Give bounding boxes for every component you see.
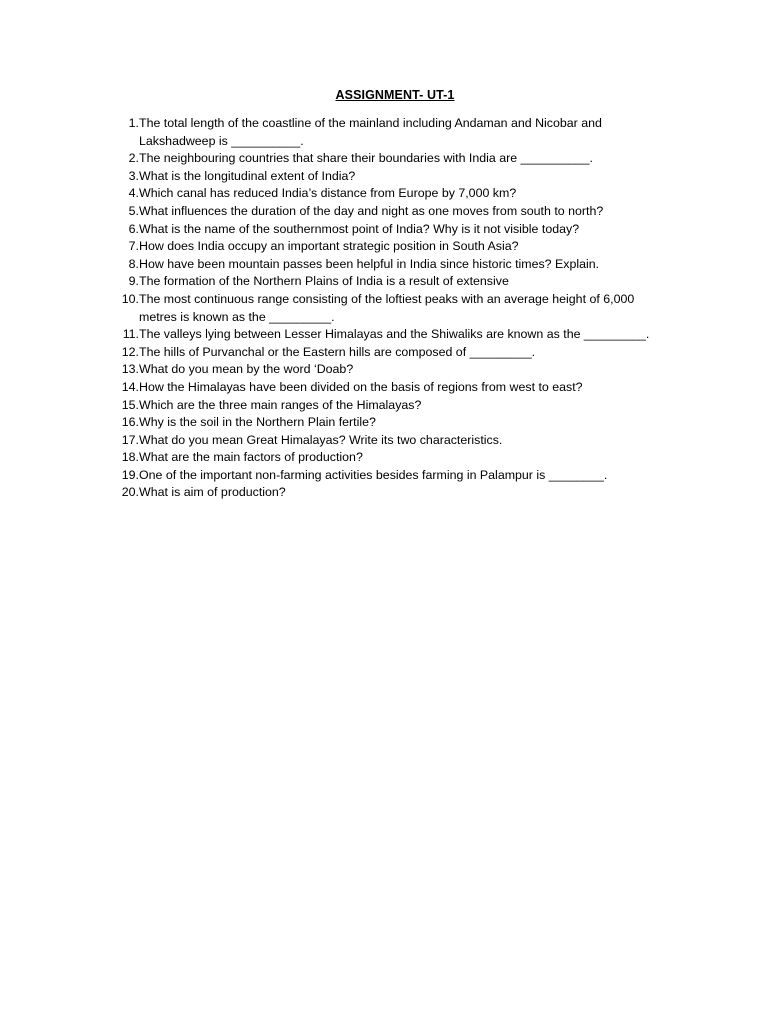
question-list — [110, 115, 670, 502]
question-number: 10. — [121, 291, 139, 306]
question-number: 4. — [128, 186, 139, 201]
question-text: What influences the duration of the day and night as one moves from south to north? — [139, 203, 604, 218]
question-number: 11. — [122, 327, 139, 342]
list-item — [110, 414, 670, 432]
question-number: 9. — [128, 274, 139, 289]
question-text: How does India occupy an important strategic position in South Asia? — [139, 239, 519, 254]
question-number: 7. — [128, 239, 139, 254]
list-item — [110, 432, 670, 450]
list-item — [110, 361, 670, 379]
list-item — [110, 379, 670, 397]
question-text: One of the important non-farming activities besides farming in Palampur is ________. — [139, 467, 608, 482]
question-text: The most continuous range consisting of the loftiest peaks with an average height of 6,000 metres is known as the _________. — [139, 291, 635, 324]
question-number: 12. — [121, 344, 139, 359]
list-item — [110, 344, 670, 362]
question-number: 17. — [121, 432, 139, 447]
question-text: The total length of the coastline of the mainland including Andaman and Nicobar and Lakshadweep is __________. — [139, 116, 602, 148]
list-item — [110, 449, 670, 467]
question-number: 1. — [128, 116, 139, 130]
question-text: Which are the three main ranges of the Himalayas? — [139, 397, 422, 412]
question-text: What do you mean Great Himalayas? Write its two characteristics. — [139, 432, 503, 447]
question-text: Which canal has reduced India’s distance from Europe by 7,000 km? — [139, 186, 517, 201]
question-number: 6. — [128, 221, 139, 236]
list-item — [110, 150, 670, 168]
list-item — [110, 221, 670, 239]
question-number: 20. — [121, 485, 139, 500]
question-text: The neighbouring countries that share their boundaries with India are __________. — [139, 151, 593, 166]
assignment-title: ASSIGNMENT- UT-1 — [335, 88, 455, 102]
list-item — [110, 203, 670, 221]
question-number: 15. — [121, 397, 139, 412]
question-text: What is the name of the southernmost point of India? Why is it not visible today? — [139, 221, 580, 236]
list-item — [110, 256, 670, 274]
question-text: What are the main factors of production? — [139, 450, 363, 465]
list-item — [110, 168, 670, 186]
question-number: 13. — [121, 362, 139, 377]
question-text: The hills of Purvanchal or the Eastern hills are composed of _________. — [139, 344, 536, 359]
question-number: 5. — [128, 203, 139, 218]
question-number: 19. — [121, 467, 139, 482]
question-text: How have been mountain passes been helpful in India since historic times? Explain. — [139, 256, 600, 271]
question-number: 14. — [121, 379, 139, 394]
question-number: 18. — [121, 450, 139, 465]
question-text: The valleys lying between Lesser Himalayas and the Shiwaliks are known as the _________. — [139, 327, 650, 342]
list-item — [110, 115, 670, 150]
question-text: How the Himalayas have been divided on the basis of regions from west to east? — [139, 379, 583, 394]
question-text: What is the longitudinal extent of India? — [139, 168, 356, 183]
list-item — [110, 484, 670, 502]
question-text: Why is the soil in the Northern Plain fertile? — [139, 415, 376, 430]
question-text: What is aim of production? — [139, 485, 286, 500]
question-text: What do you mean by the word ‘Doab? — [139, 362, 354, 377]
list-item — [110, 273, 670, 291]
list-item — [110, 291, 670, 326]
list-item — [110, 397, 670, 415]
question-text: The formation of the Northern Plains of India is a result of extensive — [139, 274, 509, 289]
question-number: 3. — [128, 168, 139, 183]
question-number: 2. — [128, 151, 139, 166]
list-item — [110, 185, 670, 203]
list-item — [110, 238, 670, 256]
question-number: 8. — [128, 256, 139, 271]
list-item — [110, 326, 670, 344]
list-item — [110, 467, 670, 485]
question-number: 16. — [121, 415, 139, 430]
